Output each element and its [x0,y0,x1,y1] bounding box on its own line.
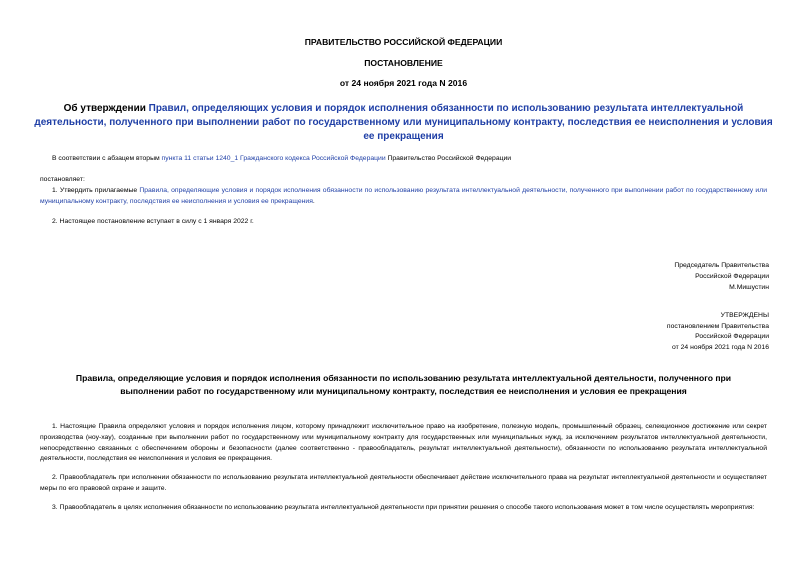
intro-prefix: В соответствии с абзацем вторым [52,155,162,162]
title-rules-link[interactable]: Правил, определяющих условия и порядок исполнения обязанности по использованию результата интеллектуальной деятельности, полученного при выполнении работ по государственному или муниципальному контракту, последствия ее неисполнения и условия ее прекращения [34,103,773,142]
government-header: ПРАВИТЕЛЬСТВО РОССИЙСКОЙ ФЕДЕРАЦИИ [304,37,503,47]
rules-paragraph-2: 2. Правообладатель при исполнении обязанности по использованию результата интеллектуальной деятельности обеспечивает действие исключительного права на результат интеллектуальной деятельности и осуществляет меры по его правовой охране и защите. [40,474,767,492]
rules-paragraph-3: 3. Правообладатель в целях исполнения обязанности по использованию результата интеллектуальной деятельности при принятии решения о способе такого использования может в том числе осуществлять мероприятия: [52,504,755,511]
item-1-paragraph [40,186,767,208]
rules-paragraph-1: 1. Настоящие Правила определяют условия и порядок исполнения лицом, которому принадлежит исключительное право на изобретение, полезную модель, промышленный образец, селекционное достижение или секрет производства (ноу-хау), созданные при выполнении работ по государственному или муниципальному контракту для государственных или муниципальных нужд, за исключением результатов интеллектуальной деятельности, непосредственно связанных с обеспечением обороны и безопасности (далее соответственно - правообладатель, результат интеллектуальной деятельности), обязанности по использованию результата интеллектуальной деятельности, последствия ее неисполнения и условия ее прекращения. [40,423,767,463]
item-1-prefix: 1. Утвердить прилагаемые [52,187,140,194]
title-prefix: Об утверждении [63,103,149,114]
approval-line-2: постановлением Правительства [666,322,769,330]
approval-line-3: Российской Федерации [695,333,769,341]
signature-position: Председатель Правительства [674,262,769,269]
rules-title: Правила, определяющие условия и порядок исполнения обязанности по использованию результата интеллектуальной деятельности, полученного при выполнении работ по государственному или муниципальному контракту, последствия ее неисполнения и условия ее прекращения [75,373,732,396]
item-1-suffix: . [312,197,315,205]
item-2-paragraph: 2. Настоящее постановление вступает в силу с 1 января 2022 г. [52,218,254,225]
document-type: ПОСТАНОВЛЕНИЕ [364,58,443,68]
signature-country: Российской Федерации [695,273,769,280]
signature-name: М.Мишустин [729,284,769,291]
document-date-number: от 24 ноября 2021 года N 2016 [339,78,468,88]
approval-heading: УТВЕРЖДЕНЫ [720,312,769,319]
civil-code-link[interactable]: пункта 11 статьи 1240_1 Гражданского кодекса Российской Федерации [161,155,386,162]
approval-stamp [667,311,769,353]
intro-paragraph [52,154,772,165]
document-title [34,102,773,144]
approval-line-4: от 24 ноября 2021 года N 2016 [672,343,769,351]
intro-suffix: Правительство Российской Федерации [385,155,512,162]
resolves-text: постановляет: [40,176,85,183]
signature-block [674,260,769,293]
rules-link[interactable]: Правила, определяющие условия и порядок исполнения обязанности по использованию результата интеллектуальной деятельности, полученного при выполнении работ по государственному или муниципальному контракту, последствия ее неисполнения и условия ее прекращения [40,187,767,205]
